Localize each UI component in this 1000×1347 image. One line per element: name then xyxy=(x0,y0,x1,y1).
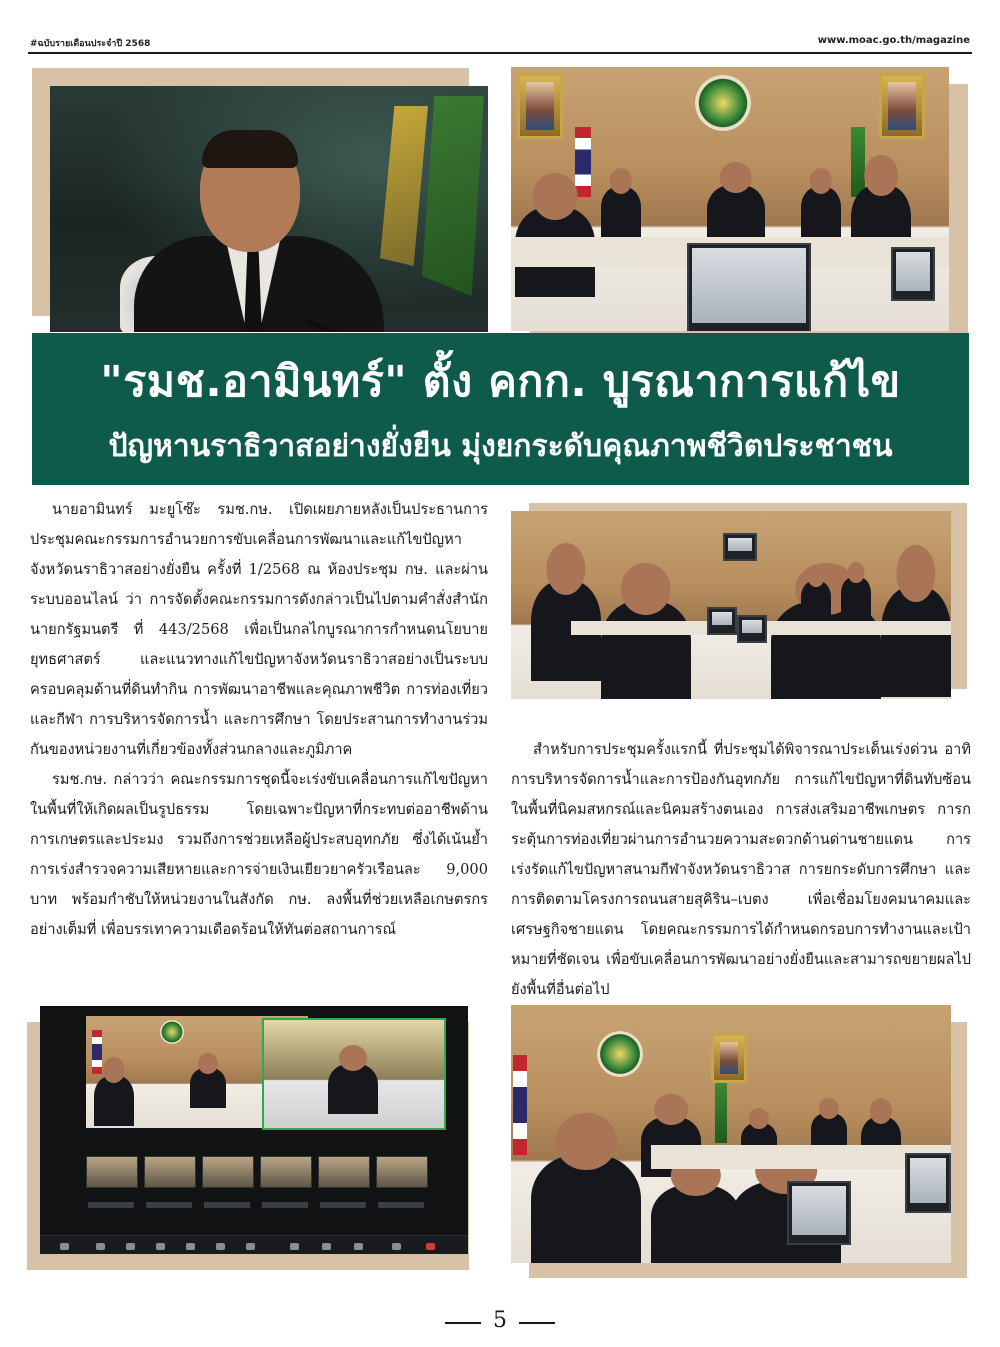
paragraph: รมช.กษ. กล่าวว่า คณะกรรมการชุดนี้จะเร่งขับเคลื่อนการแก้ไขปัญหาในพื้นที่ให้เกิดผลเป็นรูปธรรม โดยเฉพาะปัญหาที่กระทบต่ออาชีพด้านการเกษตรและประมง รวมถึงการช่วยเหลือผู้ประสบอุทกภัย ซึ่งได้เน้นย้ำการเร่งสำรวจความเสียหายและการจ่ายเงินเยียวยาครัวเรือนละ 9,000 บาท พร้อมกำชับให้หน่วยงานในสังกัด กษ. ลงพื้นที่ช่วยเหลือเกษตรกรอย่างเต็มที่ เพื่อบรรเทาความเดือดร้อนให้ทันต่อสถานการณ์ xyxy=(30,771,488,938)
ministry-seal xyxy=(160,1020,184,1044)
participants-icon xyxy=(60,1243,69,1250)
end-icon xyxy=(426,1243,435,1250)
article-column-right xyxy=(511,735,971,1005)
share-icon xyxy=(156,1243,165,1250)
record-icon xyxy=(290,1243,299,1250)
ministry-seal xyxy=(695,75,751,131)
more-icon xyxy=(392,1243,401,1250)
meeting-info-icon xyxy=(354,1243,363,1250)
meeting-toolbar xyxy=(40,1235,468,1254)
captions-icon xyxy=(322,1243,331,1250)
photo-minister-speaking xyxy=(50,86,488,332)
article-title-line2: ปัญหานราธิวาสอย่างยั่งยืน มุ่งยกระดับคุณภาพชีวิตประชาชน xyxy=(108,429,893,464)
paragraph: นายอามินทร์ มะยูโซ๊ะ รมช.กษ. เปิดเผยภายหลังเป็นประธานการประชุมคณะกรรมการอำนวยการขับเคลื่อนการพัฒนาและแก้ไขปัญหาจังหวัดนราธิวาสอย่างยั่งยืน ครั้งที่ 1/2568 ณ ห้องประชุม กษ. และผ่านระบบออนไลน์ ว่า การจัดตั้งคณะกรรมการดังกล่าวเป็นไปตามคำสั่งสำนักนายกรัฐมนตรี ที่ 443/2568 เพื่อเป็นกลไกบูรณาการกำหนดนโยบาย ยุทธศาสตร์ และแนวทางแก้ไขปัญหาจังหวัดนราธิวาสอย่างเป็นระบบ ครอบคลุมด้านที่ดินทำกิน การพัฒนาอาชีพและคุณภาพชีวิต การท่องเที่ยวและกีฬา การบริหารจัดการน้ำ และการศึกษา โดยประสานการทำงานร่วมกันของหน่วยงานที่เกี่ยวข้องทั้งส่วนกลางและภูมิภาค xyxy=(30,501,488,758)
photo-meeting-room-seal xyxy=(511,1005,951,1263)
react-icon xyxy=(126,1243,135,1250)
host-tools-icon xyxy=(186,1243,195,1250)
ai-companion-icon xyxy=(216,1243,225,1250)
chat-icon xyxy=(96,1243,105,1250)
photo-meeting-wide xyxy=(511,511,951,699)
ministry-seal xyxy=(597,1031,643,1077)
photo-online-meeting-screen xyxy=(40,1006,468,1254)
header-issue: #ฉบับรายเดือนประจำปี 2568 xyxy=(30,39,151,49)
photo-meeting-head-table xyxy=(511,67,949,331)
article-title-line1: "รมช.อามินทร์" ตั้ง คกก. บูรณาการแก้ไข xyxy=(100,357,901,407)
header-url[interactable]: www.moac.go.th/magazine xyxy=(817,35,970,46)
title-banner xyxy=(32,333,969,485)
article-column-left xyxy=(30,495,488,945)
page-footer xyxy=(0,1308,1000,1333)
apps-icon xyxy=(246,1243,255,1250)
paragraph: สำหรับการประชุมครั้งแรกนี้ ที่ประชุมได้พิจารณาประเด็นเร่งด่วน อาทิ การบริหารจัดการน้ำและการป้องกันอุทกภัย การแก้ไขปัญหาที่ดินทับซ้อนในพื้นที่นิคมสหกรณ์และนิคมสร้างตนเอง การส่งเสริมอาชีพเกษตร การกระตุ้นการท่องเที่ยวผ่านการอำนวยความสะดวกด้านด่านชายแดน การเร่งรัดแก้ไขปัญหาสนามกีฬาจังหวัดนราธิวาส การยกระดับการศึกษา และการติดตามโครงการถนนสายสุคิริน–เบตง เพื่อเชื่อมโยงคมนาคมและเศรษฐกิจชายแดน โดยคณะกรรมการได้กำหนดกรอบการทำงานและเป้าหมายที่ชัดเจน เพื่อขับเคลื่อนการพัฒนาอย่างยั่งยืนและสามารถขยายผลไปยังพื้นที่อื่นต่อไป xyxy=(511,741,971,998)
header-rule xyxy=(28,52,972,54)
page-number: 5 xyxy=(493,1308,507,1333)
